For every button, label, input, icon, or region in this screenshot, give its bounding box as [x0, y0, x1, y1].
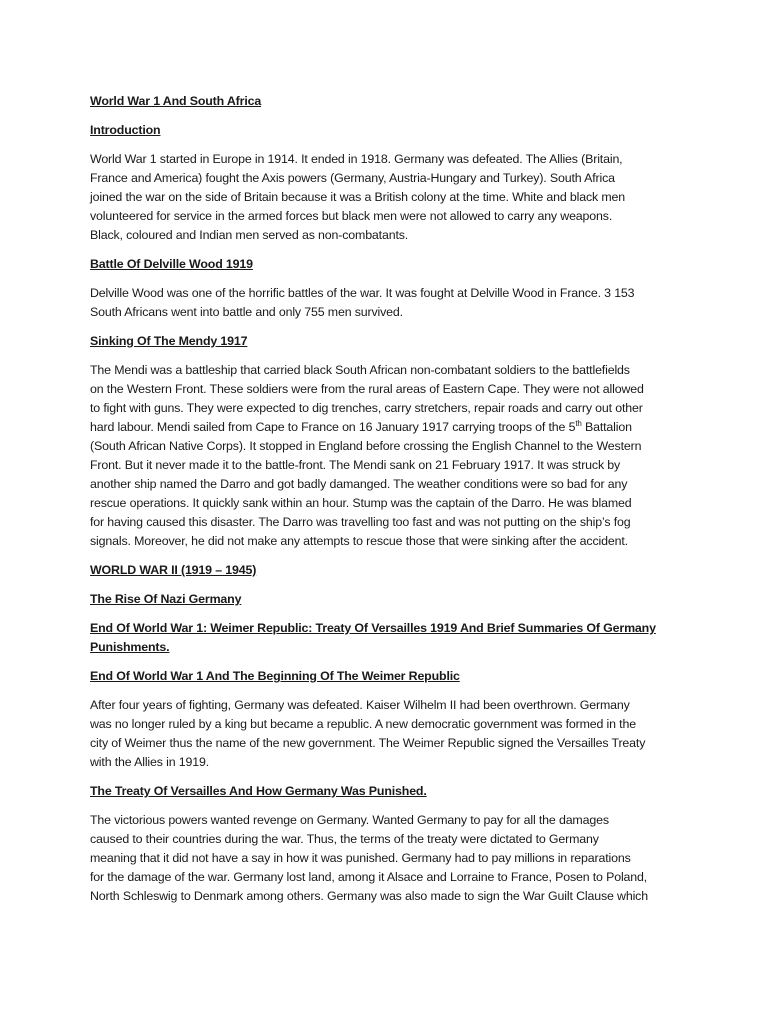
paragraph-line: another ship named the Darro and got badly damanged. The weather conditions were so bad for any: [90, 477, 628, 491]
paragraph-line: France and America) fought the Axis powers (Germany, Austria-Hungary and Turkey). South Africa: [90, 171, 615, 185]
delville-wood-heading: Battle Of Delville Wood 1919: [90, 257, 253, 271]
superscript: th: [575, 418, 582, 428]
paragraph-line: meaning that it did not have a say in how it was punished. Germany had to pay millions in reparations: [90, 851, 631, 865]
introduction-heading: Introduction: [90, 123, 161, 137]
weimer-republic-heading: [90, 619, 680, 657]
line-text: Battalion: [581, 420, 632, 434]
paragraph-line: was no longer ruled by a king but became a republic. A new democratic government was formed in the: [90, 717, 636, 731]
delville-wood-paragraph: [90, 284, 680, 322]
paragraph-line: After four years of fighting, Germany was defeated. Kaiser Wilhelm II had been overthrown. Germany: [90, 698, 630, 712]
paragraph-line: World War 1 started in Europe in 1914. It ended in 1918. Germany was defeated. The Allies (Britain,: [90, 152, 623, 166]
paragraph-line: joined the war on the side of Britain because it was a British colony at the time. White and black men: [90, 190, 625, 204]
paragraph-line: caused to their countries during the war. Thus, the terms of the treaty were dictated to Germany: [90, 832, 599, 846]
paragraph-line: North Schleswig to Denmark among others. Germany was also made to sign the War Guilt Clause which: [90, 889, 648, 903]
world-war-two-heading: WORLD WAR II (1919 – 1945): [90, 563, 257, 577]
paragraph-line: on the Western Front. These soldiers were from the rural areas of Eastern Cape. They were not allowed: [90, 382, 644, 396]
paragraph-line: The victorious powers wanted revenge on Germany. Wanted Germany to pay for all the damages: [90, 813, 609, 827]
paragraph-line: with the Allies in 1919.: [90, 755, 210, 769]
paragraph-line: to fight with guns. They were expected to dig trenches, carry stretchers, repair roads and carry out other: [90, 401, 643, 415]
paragraph-line: for having caused this disaster. The Darro was travelling too fast and was not putting on the ship’s fog: [90, 515, 631, 529]
document-page: [90, 92, 680, 916]
end-of-war-heading: End Of World War 1 And The Beginning Of The Weimer Republic: [90, 669, 460, 683]
document-title: World War 1 And South Africa: [90, 94, 262, 108]
paragraph-line: rescue operations. It quickly sank within an hour. Stump was the captain of the Darro. He was blamed: [90, 496, 632, 510]
paragraph-line: for the damage of the war. Germany lost land, among it Alsace and Lorraine to France, Posen to Poland,: [90, 870, 648, 884]
treaty-paragraph: [90, 811, 680, 906]
heading-line: End Of World War 1: Weimer Republic: Treaty Of Versailles 1919 And Brief Summaries Of Germany: [90, 621, 656, 635]
paragraph-line: volunteered for service in the armed forces but black men were not allowed to carry any weapons.: [90, 209, 613, 223]
mendy-paragraph: [90, 361, 680, 551]
paragraph-line: signals. Moreover, he did not make any attempts to rescue those that were sinking after the accident.: [90, 534, 628, 548]
paragraph-line: South Africans went into battle and only 755 men survived.: [90, 305, 403, 319]
introduction-paragraph: [90, 150, 680, 245]
end-of-war-paragraph: [90, 696, 680, 772]
line-text: hard labour. Mendi sailed from Cape to France on 16 January 1917 carrying troops of the 5: [90, 420, 576, 434]
paragraph-line: The Mendi was a battleship that carried black South African non-combatant soldiers to the battlefields: [90, 363, 630, 377]
paragraph-line: [90, 418, 680, 437]
paragraph-line: city of Weimer thus the name of the new government. The Weimer Republic signed the Versailles Treaty: [90, 736, 646, 750]
paragraph-line: Front. But it never made it to the battle-front. The Mendi sank on 21 February 1917. It was struck by: [90, 458, 621, 472]
mendy-heading: Sinking Of The Mendy 1917: [90, 334, 248, 348]
rise-of-nazi-germany-heading: The Rise Of Nazi Germany: [90, 592, 242, 606]
paragraph-line: Delville Wood was one of the horrific battles of the war. It was fought at Delville Wood in France. 3 153: [90, 286, 635, 300]
paragraph-line: Black, coloured and Indian men served as non-combatants.: [90, 228, 409, 242]
paragraph-line: (South African Native Corps). It stopped in England before crossing the English Channel to the Western: [90, 439, 642, 453]
treaty-heading: The Treaty Of Versailles And How Germany Was Punished.: [90, 784, 427, 798]
heading-line: Punishments.: [90, 640, 170, 654]
